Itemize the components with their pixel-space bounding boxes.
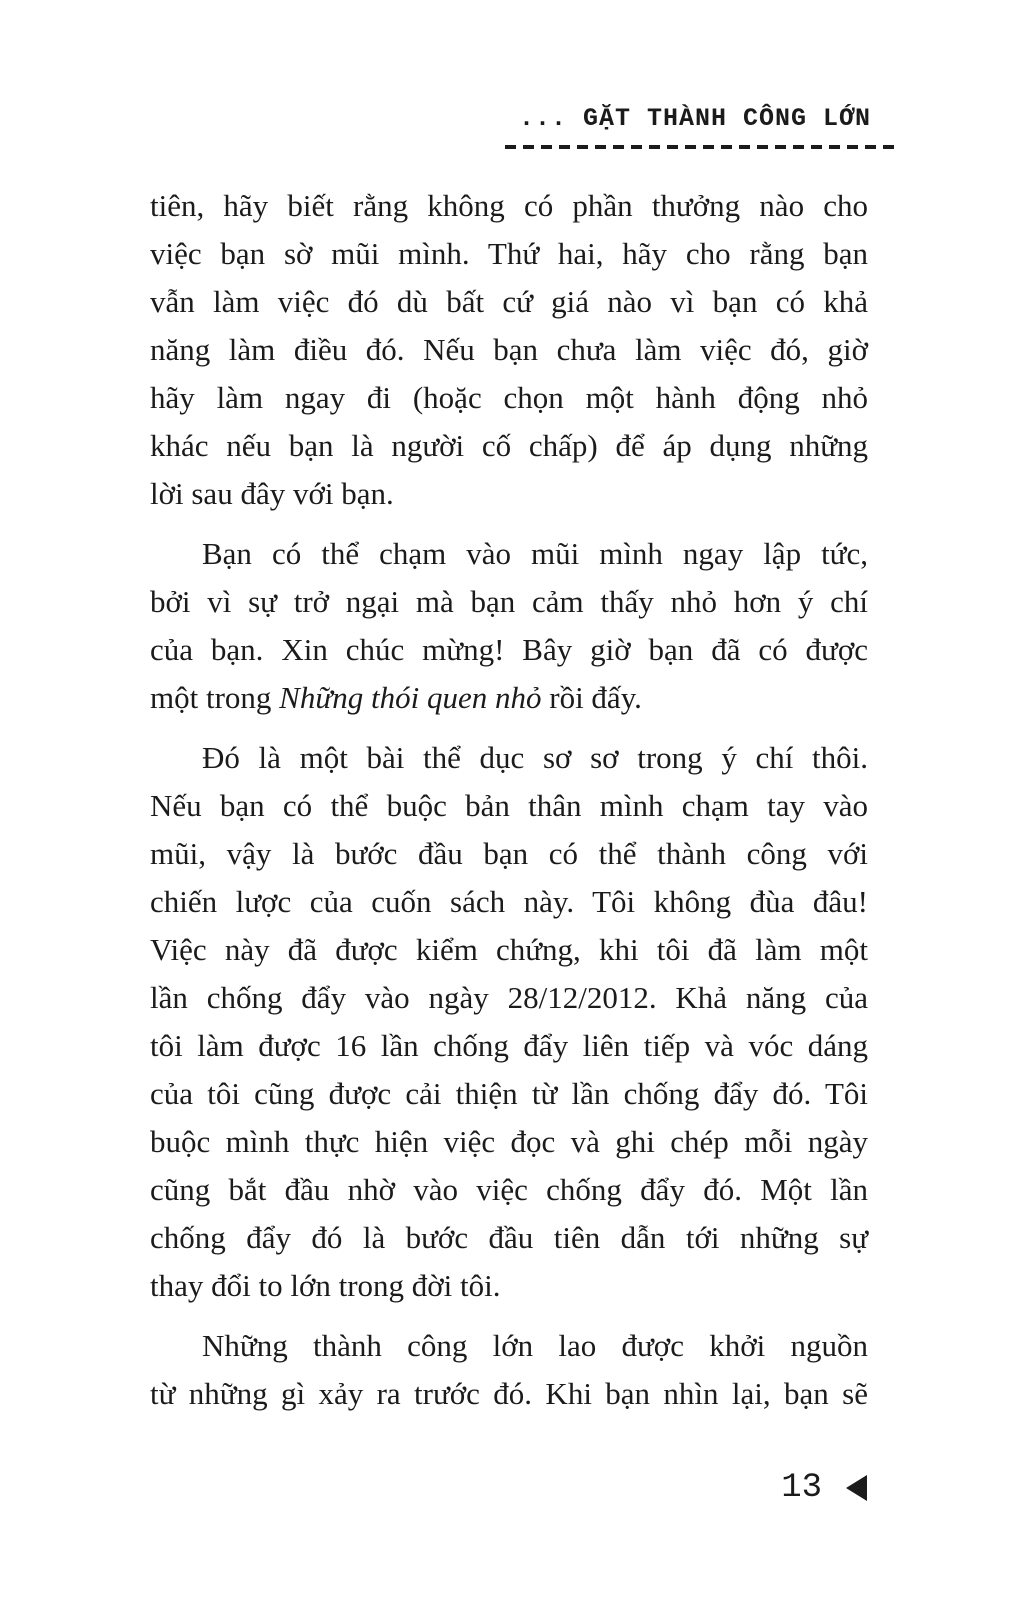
running-title: ... GẶT THÀNH CÔNG LỚN [518, 104, 871, 133]
text-line: việc bạn sờ mũi mình. Thứ hai, hãy cho rằng bạn [150, 236, 868, 271]
text-line: mũi, vậy là bước đầu bạn có thể thành công với [150, 836, 868, 871]
text-line: một trong Những thói quen nhỏ rồi đấy. [150, 680, 642, 715]
text-line: Những thành công lớn lao được khởi nguồn [202, 1328, 868, 1363]
text-line: Việc này đã được kiểm chứng, khi tôi đã làm một [150, 932, 868, 967]
text-line: chống đẩy đó là bước đầu tiên dẫn tới những sự [150, 1220, 868, 1255]
page-footer [781, 1470, 867, 1506]
paragraph [150, 530, 868, 722]
text-line: từ những gì xảy ra trước đó. Khi bạn nhìn lại, bạn sẽ [150, 1376, 868, 1411]
text-line: Nếu bạn có thể buộc bản thân mình chạm tay vào [150, 788, 868, 823]
text-line: lời sau đây với bạn. [150, 476, 394, 511]
text-line: Bạn có thể chạm vào mũi mình ngay lập tức, [202, 536, 868, 571]
text-line: buộc mình thực hiện việc đọc và ghi chép mỗi ngày [150, 1124, 868, 1159]
text-line: tiên, hãy biết rằng không có phần thưởng nào cho [150, 188, 868, 223]
text-line: chiến lược của cuốn sách này. Tôi không đùa đâu! [150, 884, 868, 919]
text-line: Đó là một bài thể dục sơ sơ trong ý chí thôi. [202, 740, 868, 775]
left-triangle-icon [846, 1475, 867, 1501]
body-text [150, 182, 868, 1418]
text-line: của tôi cũng được cải thiện từ lần chống đẩy đó. Tôi [150, 1076, 868, 1111]
text-line: năng làm điều đó. Nếu bạn chưa làm việc đó, giờ [150, 332, 868, 367]
text-line: của bạn. Xin chúc mừng! Bây giờ bạn đã có được [150, 632, 868, 667]
text-line: thay đổi to lớn trong đời tôi. [150, 1268, 501, 1303]
text-line: cũng bắt đầu nhờ vào việc chống đẩy đó. Một lần [150, 1172, 868, 1207]
text-line: hãy làm ngay đi (hoặc chọn một hành động nhỏ [150, 380, 868, 415]
paragraph [150, 182, 868, 518]
text-line: vẫn làm việc đó dù bất cứ giá nào vì bạn có khả [150, 284, 868, 319]
paragraph [150, 734, 868, 1310]
text-line: lần chống đẩy vào ngày 28/12/2012. Khả năng của [150, 980, 868, 1015]
text-line: khác nếu bạn là người cố chấp) để áp dụng những [150, 428, 868, 463]
page-number: 13 [781, 1469, 822, 1507]
header-dashed-rule [505, 145, 897, 149]
text-line: bởi vì sự trở ngại mà bạn cảm thấy nhỏ hơn ý chí [150, 584, 868, 619]
running-header [505, 104, 897, 149]
paragraph [150, 1322, 868, 1418]
text-line: tôi làm được 16 lần chống đẩy liên tiếp và vóc dáng [150, 1028, 868, 1063]
